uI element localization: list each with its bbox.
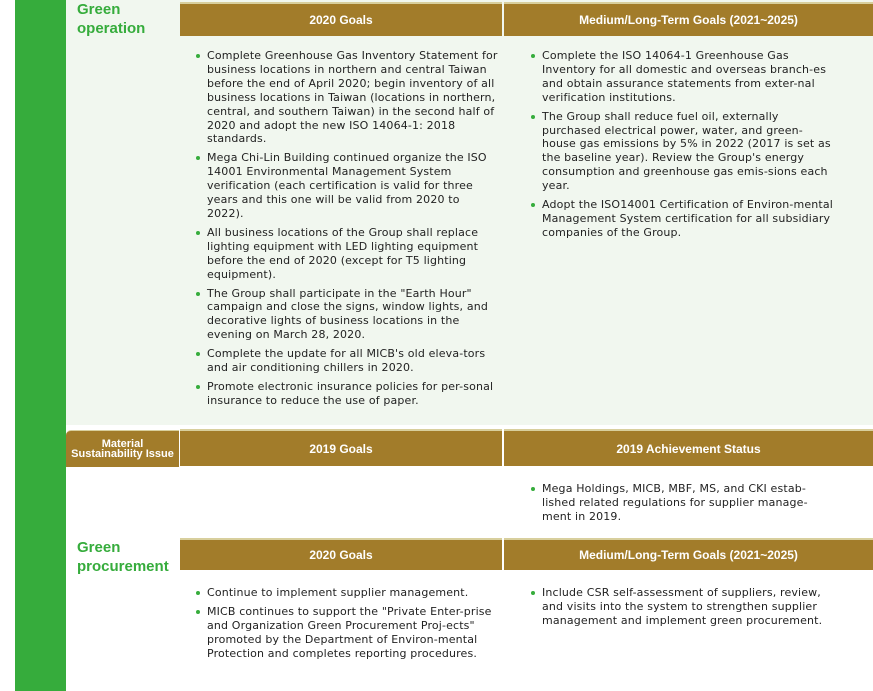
list-item: MICB continues to support the "Private Enter-prise and Organization Green Procurement Proj-ects" promoted by the Department of Environ-mental Protection and completes reporting procedures.: [194, 605, 498, 661]
list-item: Adopt the ISO14001 Certification of Environ-mental Management System certification for all subsidiary companies of the Group.: [529, 198, 834, 240]
header-medium-long-term-goals: Medium/Long-Term Goals (2021~2025): [504, 2, 873, 36]
achievements-2019-list: [529, 482, 834, 529]
list-item: Complete the update for all MICB's old eleva-tors and air conditioning chillers in 2020.: [194, 347, 498, 375]
list-item: Complete the ISO 14064-1 Greenhouse Gas Inventory for all domestic and overseas branch-es and obtain assurance statements from exter-nal verification institutions.: [529, 49, 834, 105]
header-2020-goals: 2020 Goals: [180, 2, 502, 36]
header-2019-goals: 2019 Goals: [180, 429, 502, 466]
procurement-goals-2020-list: [194, 586, 498, 666]
issue-green-operation: Green operation: [77, 1, 146, 37]
side-green-bar: [15, 0, 66, 691]
list-item: Mega Holdings, MICB, MBF, MS, and CKI estab-lished related regulations for supplier manage-ment in 2019.: [529, 482, 834, 524]
goals-medium-long-list: [529, 49, 834, 245]
issue-green-procurement: Green procurement: [77, 539, 169, 575]
header-2020-goals-procurement: 2020 Goals: [180, 538, 502, 570]
header-2019-achievement-status: 2019 Achievement Status: [504, 429, 873, 466]
list-item: Mega Chi-Lin Building continued organize the ISO 14001 Environmental Management System verification (each certification is valid for three years and this one will be valid from 2020 to 2022).: [194, 151, 498, 221]
list-item: The Group shall reduce fuel oil, externally purchased electrical power, water, and green-house gas emissions by 5% in 2022 (2017 is set as the baseline year). Review the Group's energy consumption and greenhouse gas emis-sions each year.: [529, 110, 834, 193]
list-item: Promote electronic insurance policies for per-sonal insurance to reduce the use of paper.: [194, 380, 498, 408]
list-item: Continue to implement supplier management.: [194, 586, 498, 600]
list-item: Complete Greenhouse Gas Inventory Statement for business locations in northern and central Taiwan before the end of April 2020; begin inventory of all business locations in Taiwan (locations in northern, central, and southern Taiwan) in the second half of 2020 and adopt the new ISO 14064-1: 2018 standards.: [194, 49, 498, 146]
list-item: Include CSR self-assessment of suppliers, review, and visits into the system to strengthen supplier management and implement green procurement.: [529, 586, 834, 628]
list-item: The Group shall participate in the "Earth Hour" campaign and close the signs, window lights, and decorative lights of business locations in the evening on March 28, 2020.: [194, 287, 498, 343]
list-item: All business locations of the Group shall replace lighting equipment with LED lighting equipment before the end of 2020 (except for T5 lighting equipment).: [194, 226, 498, 282]
goals-2020-list: [194, 49, 498, 413]
procurement-goals-medium-long-list: [529, 586, 834, 633]
header-medium-long-term-goals-procurement: Medium/Long-Term Goals (2021~2025): [504, 538, 873, 570]
header-material-sustainability-issue: Material Sustainability Issue: [66, 430, 179, 467]
